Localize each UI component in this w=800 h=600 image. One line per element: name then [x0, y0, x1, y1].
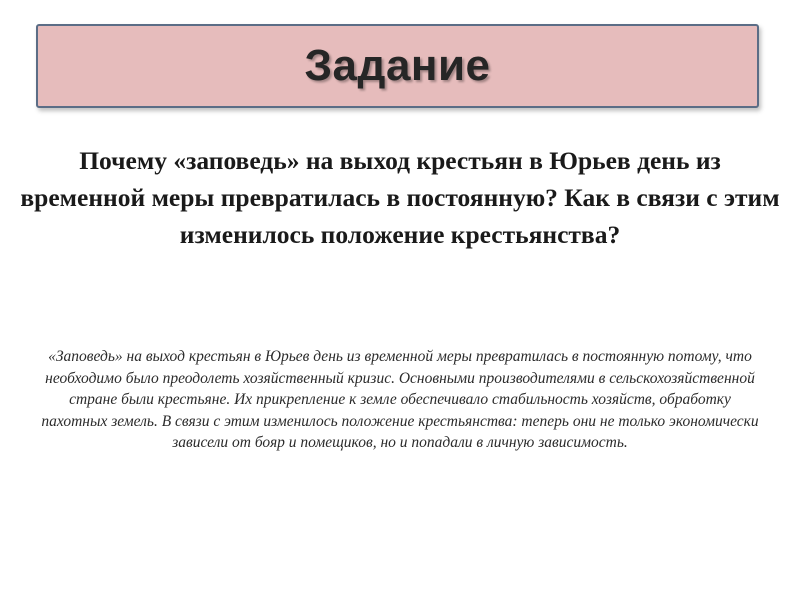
- answer-text: «Заповедь» на выход крестьян в Юрьев день из временной меры превратилась в постоянную потому, что необходимо было преодолеть хозяйственный кризис. Основными производителями в сельскохозяйственной стране были крестьяне. Их прикрепление к земле обеспечивало стабильность хозяйств, обработку пахотных земель. В связи с этим изменилось положение крестьянства: теперь они не только экономически зависели от бояр и помещиков, но и попадали в личную зависимость.: [41, 348, 759, 451]
- question-text: Почему «заповедь» на выход крестьян в Юрьев день из временной меры превратилась в постоянную? Как в связи с этим изменилось положение крестьянства?: [20, 146, 780, 249]
- title-banner: [36, 24, 759, 108]
- slide-title: Задание: [304, 41, 491, 90]
